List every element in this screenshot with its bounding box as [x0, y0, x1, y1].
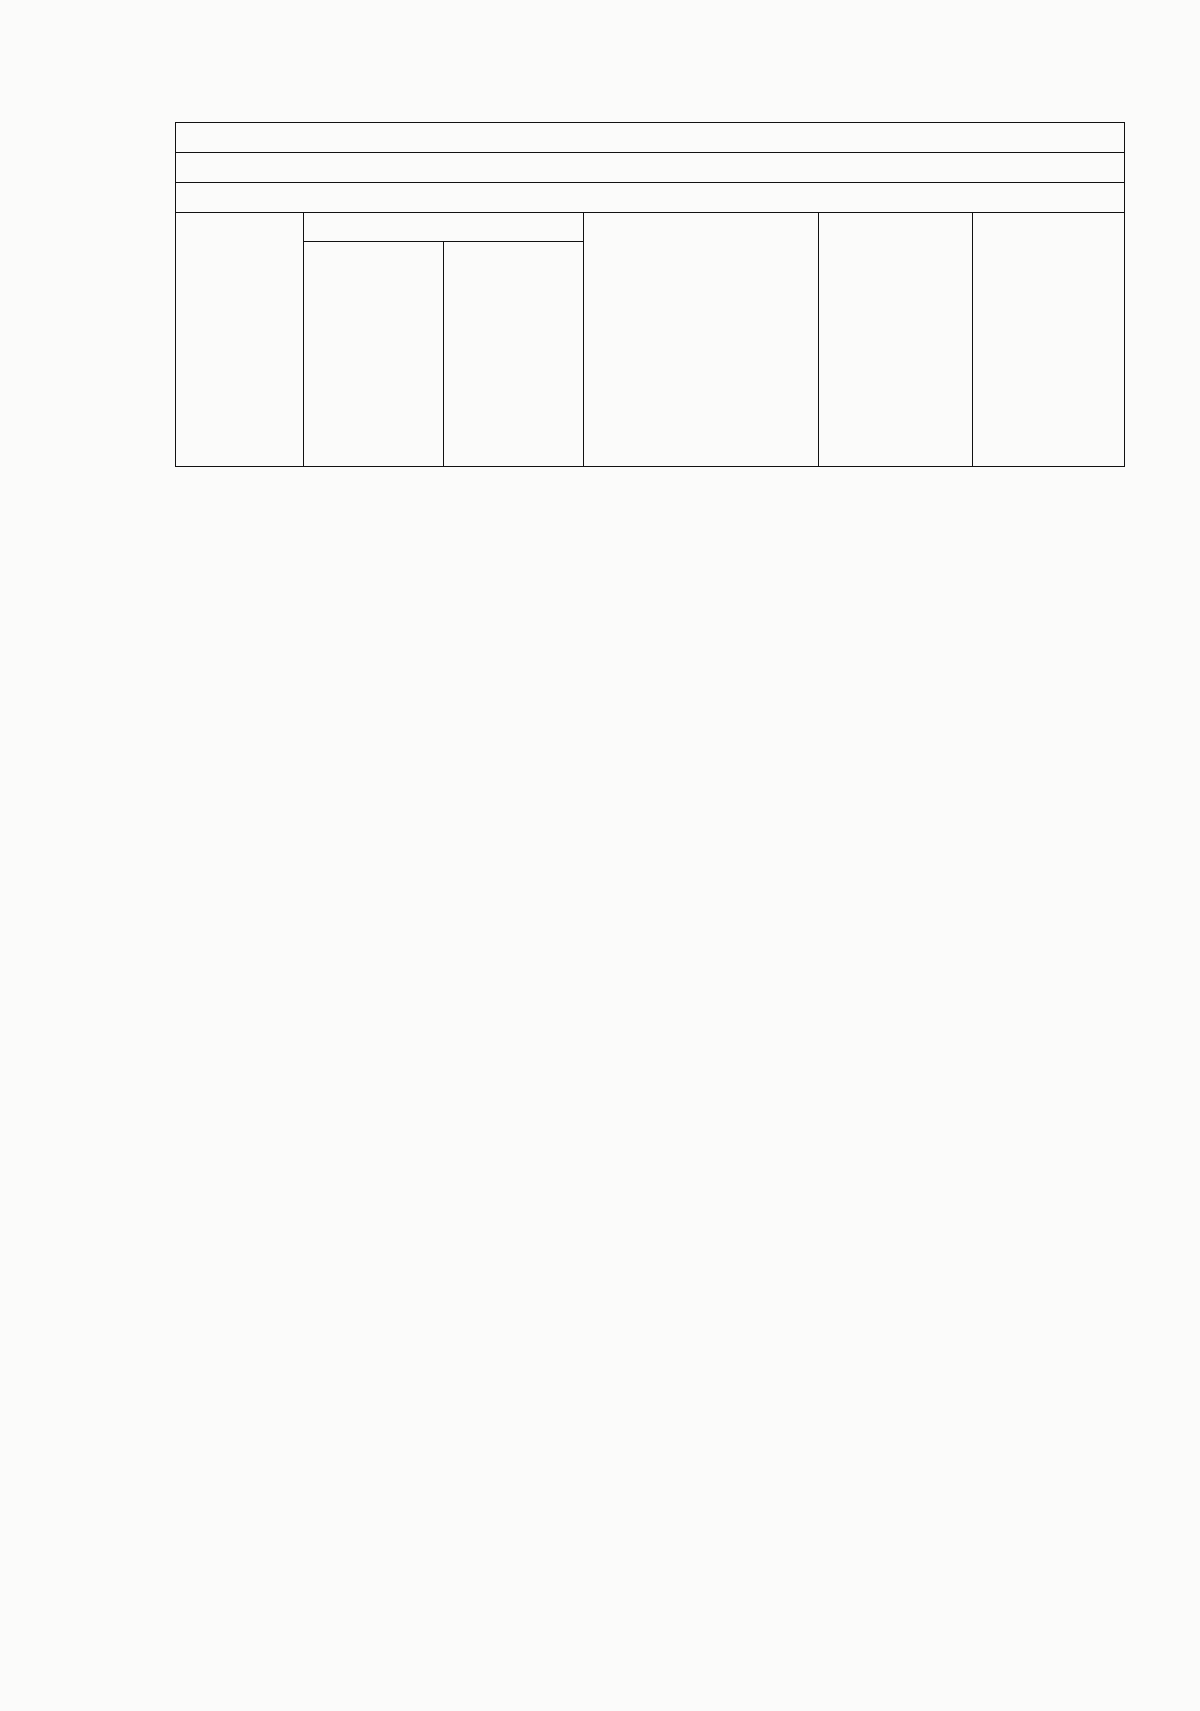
col-coords-header [304, 213, 584, 242]
boundary-header-table [175, 122, 1125, 467]
col-x-header [444, 242, 584, 467]
table-title [176, 123, 1125, 153]
col-y-header [304, 242, 444, 467]
col-error-header [819, 213, 973, 467]
coordinate-system [176, 153, 1125, 183]
col-method-header [584, 213, 819, 467]
col-description-header [973, 213, 1125, 467]
col-designation-header [176, 213, 304, 467]
section-title [176, 183, 1125, 213]
